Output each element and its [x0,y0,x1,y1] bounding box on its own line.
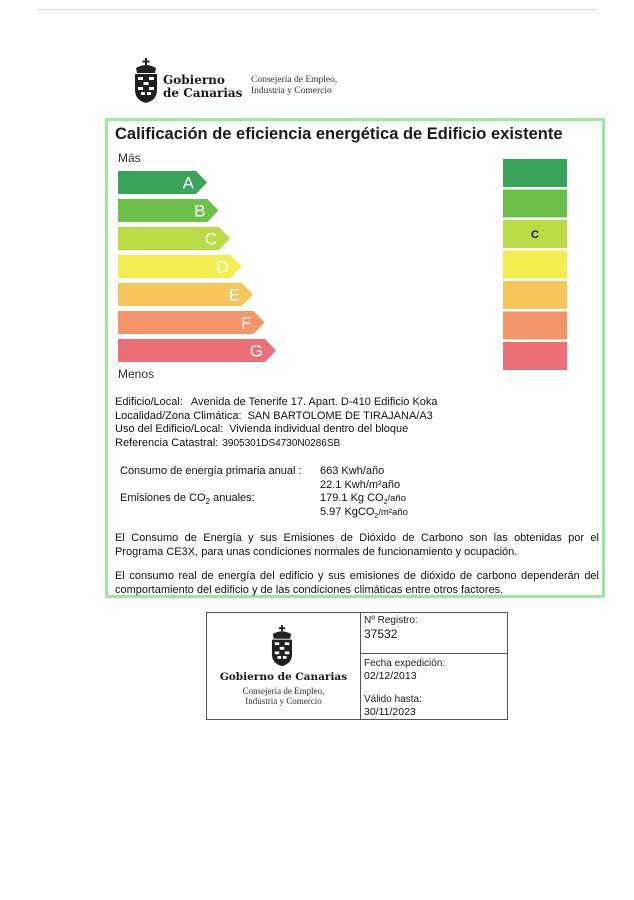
registration-logo-cell [207,613,361,719]
rating-arrow-c [118,227,230,250]
emissions-label-post: anuales: [210,492,255,504]
registration-dept-line1: Consejería de Empleo, [242,686,325,696]
rating-arrow-letter: E [228,285,240,305]
info-value: 3905301DS4730N0286SB [222,437,341,449]
indicator-bar-g [503,342,567,370]
rating-arrow-letter: B [194,201,206,221]
registration-dept-line2: Industria y Comercio [245,696,322,706]
rating-arrow-f [118,311,265,334]
rating-arrow-letter: F [241,313,252,333]
registration-box [206,612,508,720]
registration-details [361,613,507,719]
crest-icon [270,625,294,667]
info-row-locality [115,410,438,424]
energy-value-per-m2: 22.1 Kwh/m²año [320,478,401,491]
info-value: Avenida de Tenerife 17. Apart. D-410 Edificio Koka [190,396,438,408]
emissions-value2-sub: 2 [374,512,379,520]
top-rule [38,9,598,10]
indicator-bar-b [503,190,567,218]
registration-dept [207,686,360,706]
emissions-value1-unit: /año [387,493,406,504]
info-label: Edificio/Local: [115,396,183,408]
indicator-bar-a [503,159,567,187]
emissions-value1-sub: 2 [383,499,388,507]
emissions-value1-num: 179.1 Kg CO [320,492,384,504]
note-paragraph-2: El consumo real de energía del edificio y sus emisiones de dióxido de carbono dependerán del comportamiento del edificio y de las condiciones climáticas entre otros factores. [115,570,599,596]
rating-scale-arrows [118,171,288,366]
rating-arrow-letter: D [216,257,229,277]
certificate-title: Calificación de eficiencia energética de Edificio existente [115,125,563,143]
rating-bars-svg [503,159,567,371]
emissions-label [120,492,255,509]
header-gov-name-line1: Gobierno [163,73,225,87]
energy-value-annual: 663 Kwh/año [320,465,385,477]
emissions-label-pre: Emisiones de CO [120,492,206,504]
rating-arrow-a [118,171,207,194]
registry-label: Nº Registro: [364,615,418,626]
info-label: Uso del Edificio/Local: [115,423,224,435]
less-efficient-label: Menos [118,367,155,381]
emissions-value-per-m2 [320,506,408,524]
info-label: Localidad/Zona Climática: [115,409,242,422]
energy-label: Consumo de energía primaria anual : [120,465,302,477]
issue-date-value: 02/12/2013 [364,670,417,682]
rating-arrow-d [118,255,242,278]
rating-indicator-column [503,159,567,371]
registry-number-cell [361,613,507,654]
indicator-bar-e [503,281,567,309]
rating-arrow-b [118,199,219,222]
emissions-value2-num: 5.97 KgCO [320,505,375,518]
rating-arrow-letter: C [204,229,217,249]
rating-arrow-e [118,283,253,306]
header-gov-name [163,74,242,100]
certificate-frame [105,118,605,598]
rating-indicator-letter: C [531,229,539,241]
more-efficient-label: Más [118,151,141,165]
info-row-address [115,396,438,410]
building-info [115,396,438,450]
indicator-bar-d [503,251,567,279]
registry-value: 37532 [364,627,398,641]
issue-date-label: Fecha expedición: [364,658,446,669]
info-value: SAN BARTOLOME DE TIRAJANA/A3 [247,409,433,422]
rating-arrow-letter: A [182,173,194,193]
info-label: Referencia Catastral: [115,436,219,449]
emissions-value2-unit: /m²año [378,506,408,518]
valid-until-value: 30/11/2023 [364,706,416,718]
rating-arrows-svg [118,171,288,366]
header-dept-name [251,75,337,97]
header-dept-line1: Consejería de Empleo, [251,75,338,85]
info-row-cadastral [115,437,438,451]
info-row-use [115,423,438,437]
rating-arrow-g [118,339,276,362]
header-logo [133,58,353,106]
valid-until-label: Válido hasta: [364,694,422,705]
info-value: Vivienda individual dentro del bloque [229,423,409,435]
indicator-bar-f [503,312,567,340]
rating-arrow-letter: G [249,341,263,361]
registration-gov-name: Gobierno de Canarias [219,671,348,683]
crest-icon [133,58,159,104]
header-gov-name-line2: de Canarias [163,86,243,100]
header-dept-line2: Industria y Comercio [251,86,332,96]
emissions-label-sub: 2 [205,497,211,507]
note-paragraph-1: El Consumo de Energía y sus Emisiones de Dióxido de Carbono son las obtenidas por el Programa CE3X, para unas condiciones normales de funcionamiento y ocupación. [115,532,599,558]
